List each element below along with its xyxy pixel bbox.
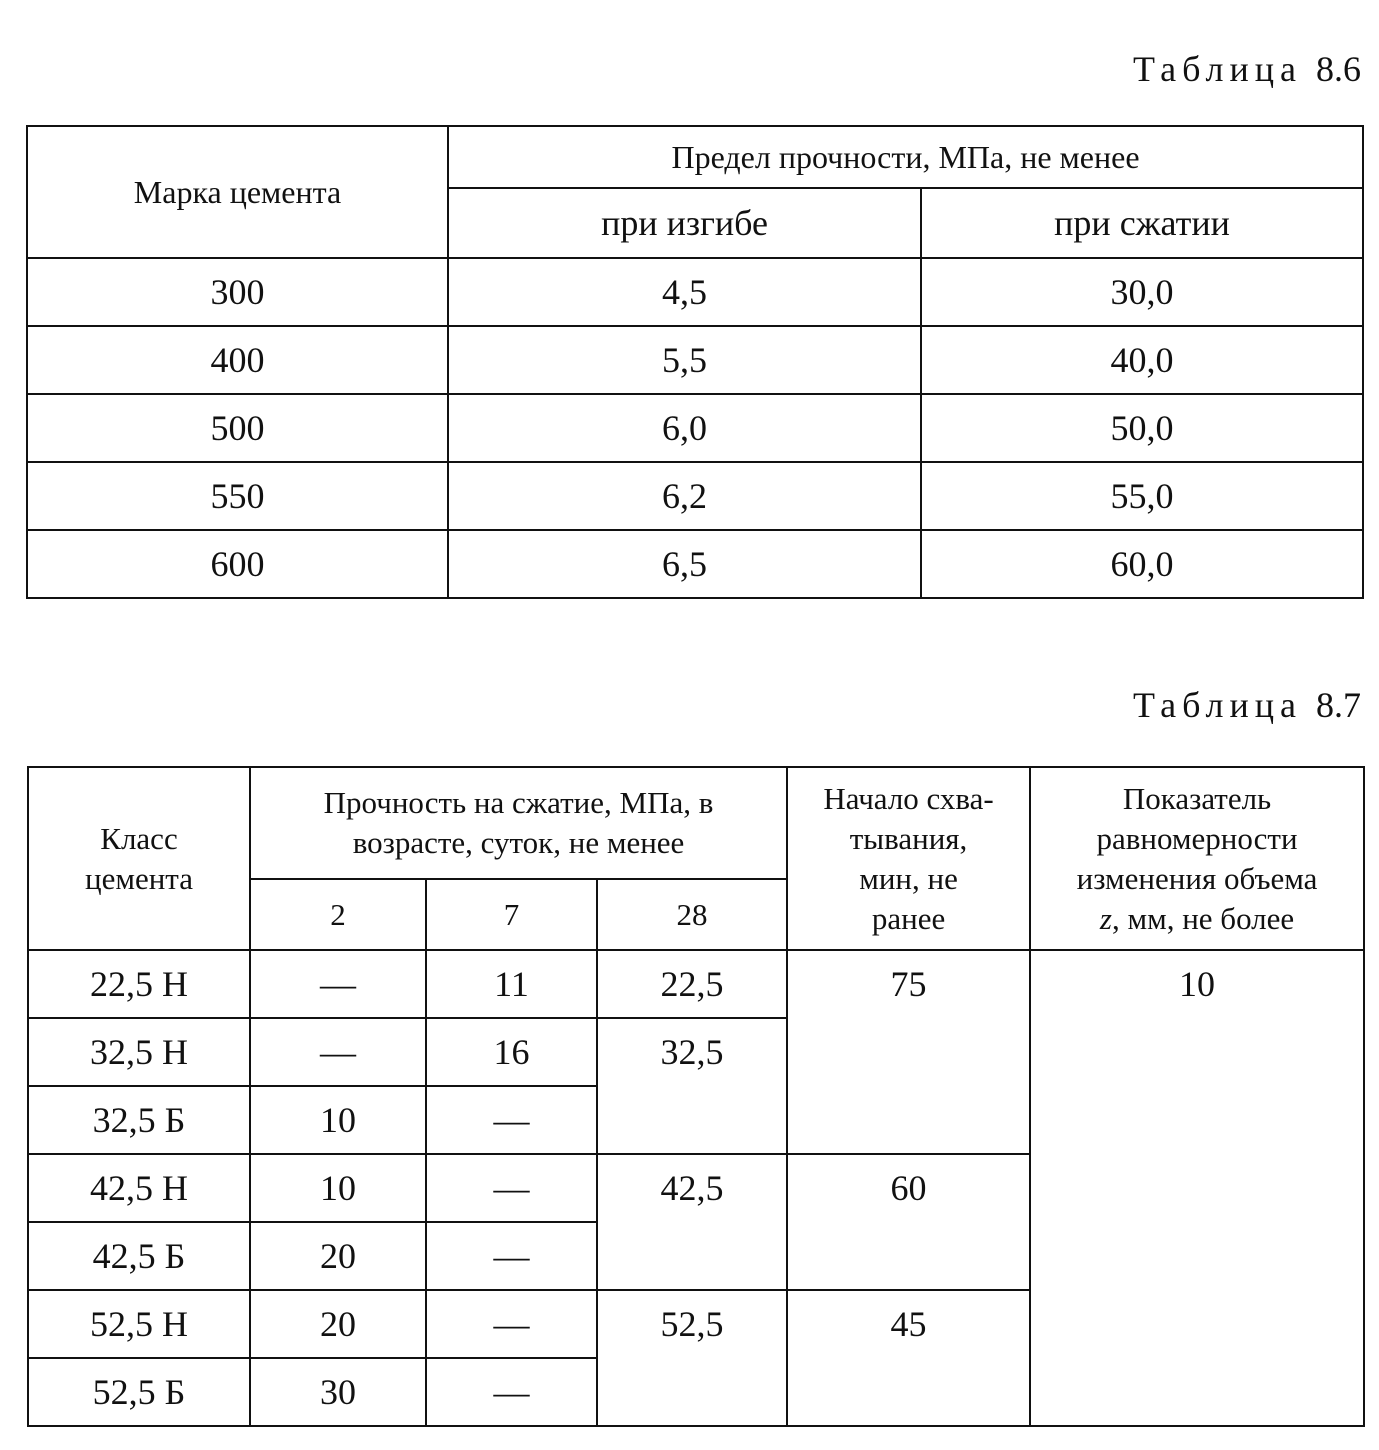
cell-day-2: 10 xyxy=(250,1154,426,1222)
header-volume-line4 xyxy=(1031,899,1363,939)
cell-day-2: 30 xyxy=(250,1358,426,1426)
cell-grade: 600 xyxy=(27,530,448,598)
header-class xyxy=(28,767,250,950)
cement-grade-strength-table xyxy=(26,125,1364,599)
cell-setting-time: 45 xyxy=(787,1290,1030,1426)
header-volume-z: z xyxy=(1099,900,1112,936)
cell-bending: 4,5 xyxy=(448,258,921,326)
caption-word: Таблица xyxy=(1133,49,1302,89)
cell-day-2: 10 xyxy=(250,1086,426,1154)
header-setting-line4: ранее xyxy=(871,900,946,936)
cell-day-7: — xyxy=(426,1154,597,1222)
cell-day-7: 16 xyxy=(426,1018,597,1086)
header-strength-line2: возрасте, суток, не менее xyxy=(352,825,685,860)
cell-compression: 55,0 xyxy=(921,462,1363,530)
cell-day-7: 11 xyxy=(426,950,597,1018)
cell-bending: 6,0 xyxy=(448,394,921,462)
cell-day-28: 52,5 xyxy=(597,1290,787,1426)
header-class-text: Класс цемента xyxy=(84,820,193,896)
header-setting-time xyxy=(787,767,1030,950)
table-row xyxy=(28,950,1364,1018)
table-row xyxy=(27,326,1363,394)
header-volume-line3: изменения объема xyxy=(1076,860,1318,896)
header-day-28: 28 xyxy=(597,879,787,950)
header-strength-group: Предел прочности, МПа, не менее xyxy=(448,126,1363,188)
cell-day-28: 22,5 xyxy=(597,950,787,1018)
cell-class: 52,5 Н xyxy=(28,1290,250,1358)
cell-bending: 5,5 xyxy=(448,326,921,394)
cell-grade: 400 xyxy=(27,326,448,394)
header-setting-line1: Начало схва- xyxy=(823,780,994,816)
cell-day-7: — xyxy=(426,1290,597,1358)
table-8-7-caption xyxy=(1133,684,1361,726)
cell-day-2: — xyxy=(250,950,426,1018)
header-setting-line2: тывания, xyxy=(849,820,968,856)
cell-day-2: — xyxy=(250,1018,426,1086)
cell-day-2: 20 xyxy=(250,1290,426,1358)
header-volume-line2: равномерности xyxy=(1096,820,1298,856)
header-volume-uniformity xyxy=(1030,767,1364,950)
cell-volume-uniformity: 10 xyxy=(1030,950,1364,1426)
header-strength-line1: Прочность на сжатие, МПа, в xyxy=(323,785,714,820)
header-grade: Марка цемента xyxy=(27,126,448,258)
header-compression: при сжатии xyxy=(921,188,1363,258)
cell-class: 42,5 Н xyxy=(28,1154,250,1222)
header-strength-group xyxy=(250,767,787,879)
cell-day-2: 20 xyxy=(250,1222,426,1290)
cell-class: 52,5 Б xyxy=(28,1358,250,1426)
cell-class: 32,5 Н xyxy=(28,1018,250,1086)
cell-grade: 550 xyxy=(27,462,448,530)
cell-class: 42,5 Б xyxy=(28,1222,250,1290)
caption-number: 8.6 xyxy=(1316,49,1361,89)
header-volume-line1: Показатель xyxy=(1122,780,1272,816)
cell-day-28: 32,5 xyxy=(597,1018,787,1154)
cell-compression: 50,0 xyxy=(921,394,1363,462)
cell-bending: 6,2 xyxy=(448,462,921,530)
table-8-6-caption xyxy=(1133,48,1361,90)
cell-bending: 6,5 xyxy=(448,530,921,598)
cell-day-7: — xyxy=(426,1086,597,1154)
cell-setting-time: 75 xyxy=(787,950,1030,1154)
cell-day-7: — xyxy=(426,1222,597,1290)
cell-class: 22,5 Н xyxy=(28,950,250,1018)
cell-grade: 300 xyxy=(27,258,448,326)
cell-day-28: 42,5 xyxy=(597,1154,787,1290)
cement-class-table xyxy=(27,766,1365,1427)
header-day-2: 2 xyxy=(250,879,426,950)
cell-setting-time: 60 xyxy=(787,1154,1030,1290)
table-row xyxy=(27,258,1363,326)
cell-day-7: — xyxy=(426,1358,597,1426)
table-row xyxy=(27,394,1363,462)
cell-grade: 500 xyxy=(27,394,448,462)
caption-word: Таблица xyxy=(1133,685,1302,725)
header-day-7: 7 xyxy=(426,879,597,950)
cell-compression: 30,0 xyxy=(921,258,1363,326)
table-row xyxy=(27,530,1363,598)
header-bending: при изгибе xyxy=(448,188,921,258)
header-volume-units: , мм, не более xyxy=(1111,900,1295,936)
cell-compression: 40,0 xyxy=(921,326,1363,394)
cell-compression: 60,0 xyxy=(921,530,1363,598)
cell-class: 32,5 Б xyxy=(28,1086,250,1154)
caption-number: 8.7 xyxy=(1316,685,1361,725)
table-row xyxy=(27,462,1363,530)
header-setting-line3: мин, не xyxy=(859,860,958,896)
